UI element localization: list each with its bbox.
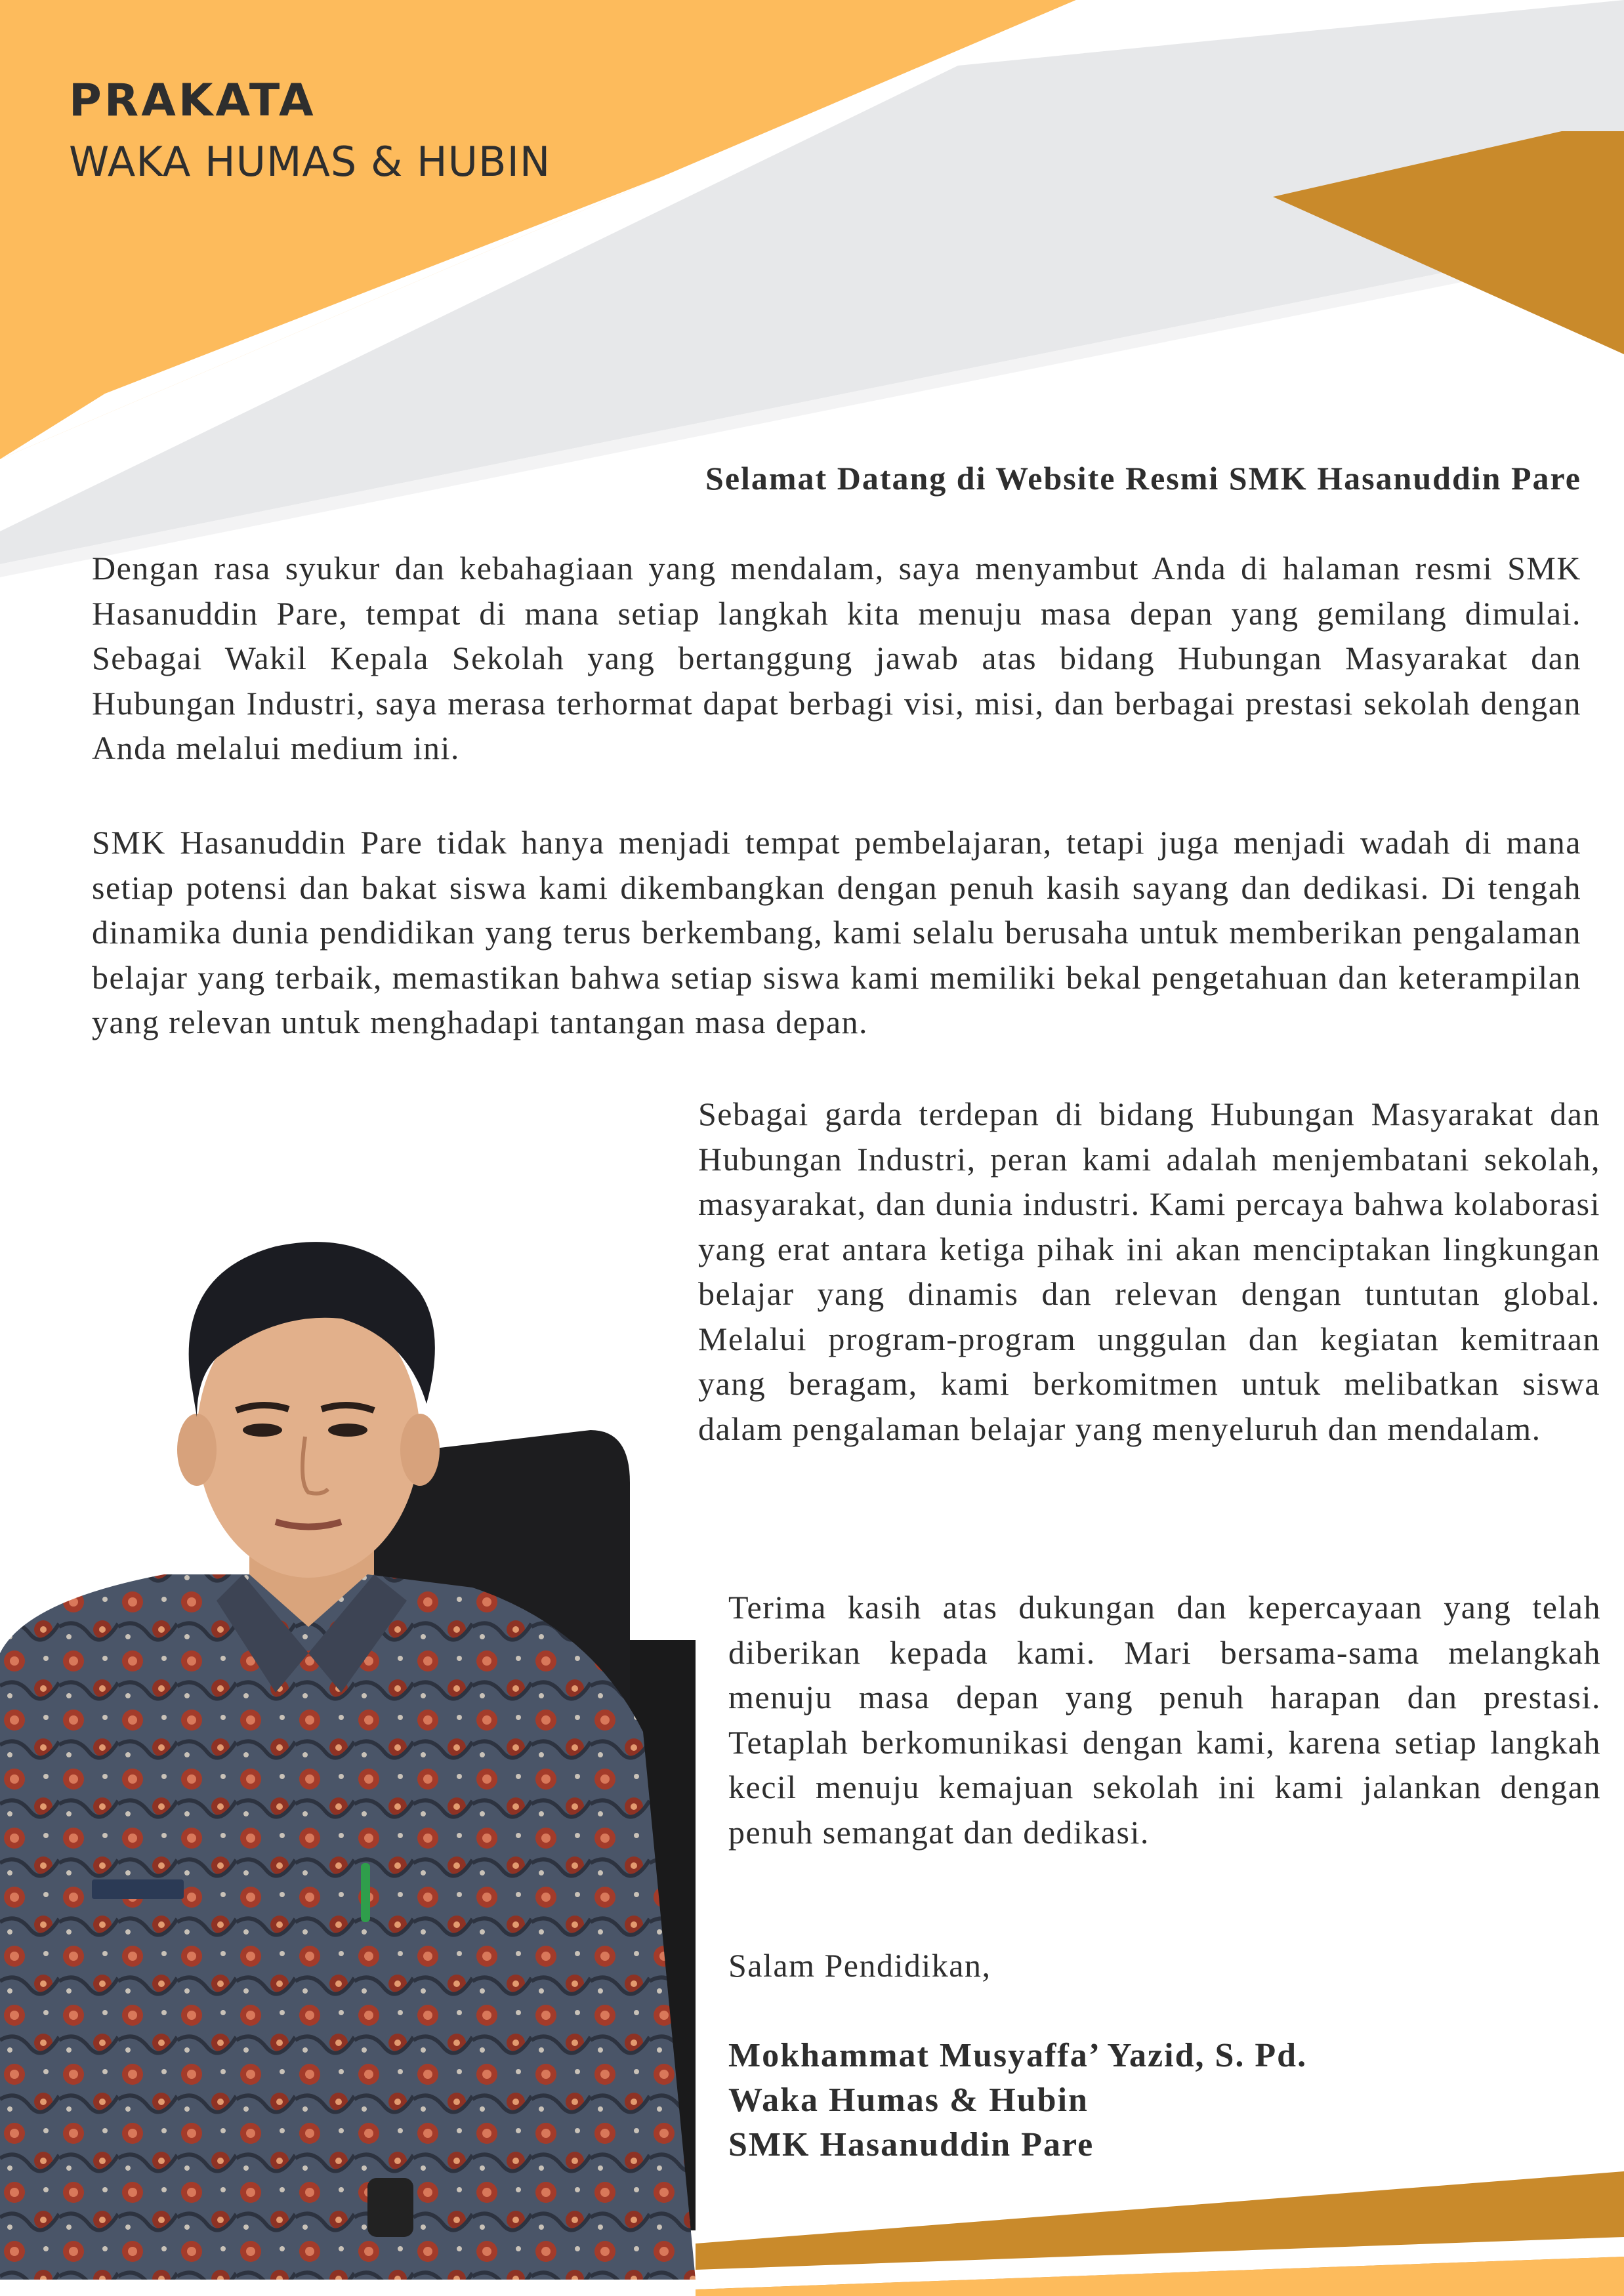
paragraph-thanks: Terima kasih atas dukungan dan kepercayaan yang telah diberikan kepada kami. Mari bersama-sama melangkah menuju masa depan yang penuh harapan dan prestasi. Tetaplah berkomunikasi dengan kami, karena setiap langkah kecil menuju kemajuan sekolah ini kami jalankan dengan penuh semangat dan dedikasi. xyxy=(728,1589,1601,1851)
welcome-heading: Selamat Datang di Website Resmi SMK Hasanuddin Pare xyxy=(705,460,1581,497)
signature-school: SMK Hasanuddin Pare xyxy=(728,2126,1094,2163)
ear-right xyxy=(400,1414,440,1486)
name-tag xyxy=(92,1879,184,1899)
paragraph-school: SMK Hasanuddin Pare tidak hanya menjadi tempat pembelajaran, tetapi juga menjadi wadah di mana setiap potensi dan bakat siswa kami dikembangkan dengan penuh kasih sayang dan dedikasi. Di tengah dinamika dunia pendidikan yang terus berkembang, kami selalu berusaha untuk memberikan pengalaman belajar yang terbaik, memastikan bahwa setiap siswa kami memiliki bekal pengetahuan dan keterampilan yang relevan untuk menghadapi tantangan masa depan. xyxy=(92,824,1581,1040)
closing-greeting: Salam Pendidikan, xyxy=(728,1947,991,1984)
pen xyxy=(361,1863,370,1922)
signature-block xyxy=(728,2034,1307,2167)
signature-name: Mokhammat Musyaffa’ Yazid, S. Pd. xyxy=(728,2037,1308,2074)
header xyxy=(69,75,551,186)
ear-left xyxy=(177,1414,217,1486)
watch xyxy=(367,2178,413,2237)
portrait-photo xyxy=(0,1233,696,2280)
page-subtitle: WAKA HUMAS & HUBIN xyxy=(69,138,551,186)
signature-position: Waka Humas & Hubin xyxy=(728,2081,1089,2119)
paragraph-intro: Dengan rasa syukur dan kebahagiaan yang mendalam, saya menyambut Anda di halaman resmi SMK Hasanuddin Pare, tempat di mana setiap langkah kita menuju masa depan yang gemilang dimulai. Sebagai Wakil Kepala Sekolah yang bertanggung jawab atas bidang Hubungan Masyarakat dan Hubungan Industri, saya merasa terhormat dapat berbagi visi, misi, dan berbagai prestasi sekolah dengan Anda melalui medium ini. xyxy=(92,550,1581,766)
eye-left xyxy=(243,1424,282,1437)
page-title: PRAKATA xyxy=(69,75,316,127)
paragraph-role: Sebagai garda terdepan di bidang Hubungan Masyarakat dan Hubungan Industri, peran kami adalah menjembatani sekolah, masyarakat, dan dunia industri. Kami percaya bahwa kolaborasi yang erat antara ketiga pihak ini akan menciptakan lingkungan belajar yang dinamis dan relevan dengan tuntutan global. Melalui program-program unggulan dan kegiatan kemitraan yang beragam, kami berkomitmen untuk melibatkan siswa dalam pengalaman belajar yang menyeluruh dan mendalam. xyxy=(698,1096,1600,1447)
eye-right xyxy=(328,1424,367,1437)
